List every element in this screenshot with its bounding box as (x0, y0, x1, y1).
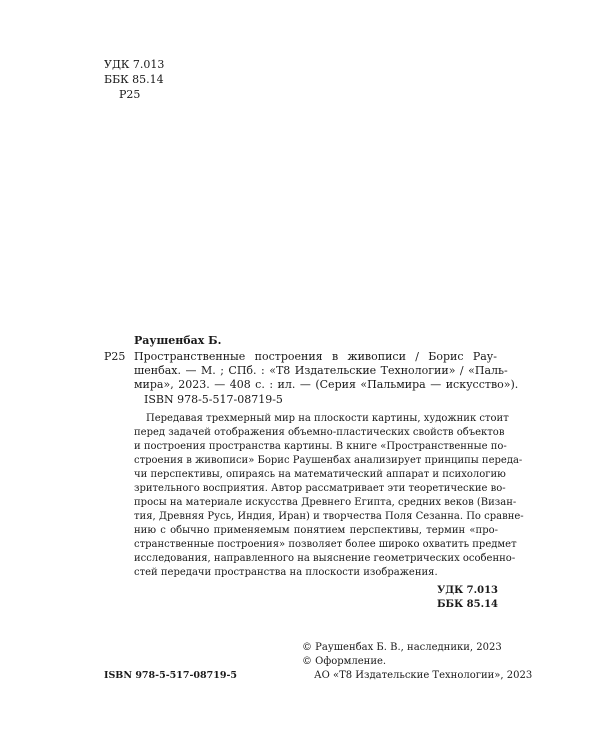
annotation-line: и построения пространства картины. В книге «Пространственные по- (134, 441, 507, 452)
udk-code-right: УДК 7.013 (437, 585, 498, 596)
annotation-line: зрительного восприятия. Автор рассматривает эти теоретические во- (134, 483, 506, 494)
copyright-line: © Оформление. (302, 656, 387, 667)
copyright-line: © Раушенбах Б. В., наследники, 2023 (302, 642, 502, 653)
annotation-line: просы на материале искусства Древнего Египта, средних веков (Визан- (134, 497, 517, 508)
annotation-line: тия, Древняя Русь, Индия, Иран) и творчества Поля Сезанна. По сравне- (134, 511, 524, 522)
entry-author-mark: Р25 (104, 350, 126, 363)
entry-text (134, 350, 519, 392)
udk-code: УДК 7.013 (104, 58, 165, 71)
annotation-line: стей передачи пространства на плоскости изображения. (134, 567, 438, 578)
author-mark: Р25 (119, 88, 141, 101)
entry-isbn: ISBN 978-5-517-08719-5 (144, 393, 283, 406)
annotation-line: нию с обычно применяемым понятием перспективы, термин «про- (134, 525, 498, 536)
copyright-block (302, 641, 533, 683)
annotation-line: Передавая трехмерный мир на плоскости картины, художник стоит (146, 413, 509, 424)
entry-line: мира», 2023. — 408 с. : ил. — (Серия «Пальмира — искусство»). (134, 378, 519, 391)
annotation-line: исследования, направленного на выяснение геометрических особенно- (134, 553, 516, 564)
classification-codes (104, 57, 164, 102)
annotation (134, 412, 524, 580)
annotation-line: строения в живописи» Борис Раушенбах анализирует принципы переда- (134, 455, 523, 466)
bibliographic-entry (104, 350, 519, 392)
annotation-line: перед задачей отображения объемно-пластических свойств объектов (134, 427, 505, 438)
copyright-line: АО «Т8 Издательские Технологии», 2023 (314, 670, 533, 681)
bottom-isbn: ISBN 978-5-517-08719-5 (104, 670, 238, 681)
right-classification-codes (410, 584, 498, 612)
author-heading: Раушенбах Б. (134, 334, 222, 347)
entry-line: Пространственные построения в живописи / Борис Рау- (134, 350, 497, 363)
bbk-code-right: ББК 85.14 (437, 599, 498, 610)
annotation-line: странственные построения» позволяет более широко охватить предмет (134, 539, 517, 550)
annotation-line: чи перспективы, опираясь на математический аппарат и психологию (134, 469, 506, 480)
bbk-code: ББК 85.14 (104, 73, 164, 86)
entry-line: шенбах. — М. ; СПб. : «Т8 Издательские Технологии» / «Паль- (134, 364, 508, 377)
